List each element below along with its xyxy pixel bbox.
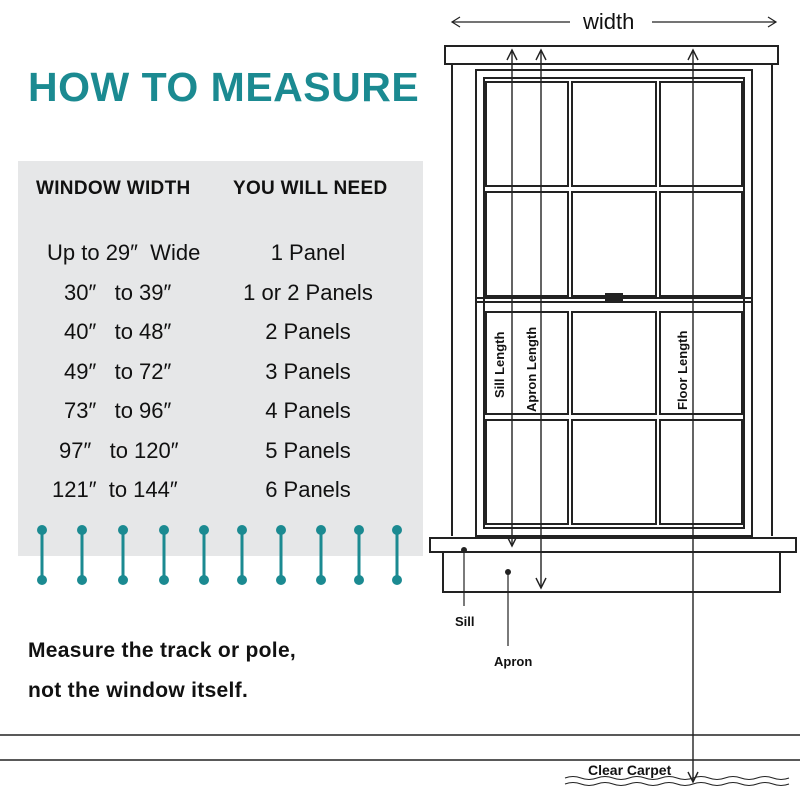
sill-length-label: Sill Length [492,331,507,398]
page-title: HOW TO MEASURE [28,64,420,110]
row-panels-needed: 1 or 2 Panels [243,279,373,305]
header-window-width: WINDOW WIDTH [36,178,191,199]
note-line-1: Measure the track or pole, [28,639,297,662]
row-panels-needed: 2 Panels [265,319,351,344]
hook-icon [316,525,326,585]
row-panels-needed: 4 Panels [265,398,351,423]
apron-label: Apron [494,654,533,669]
row-panels-needed: 6 Panels [265,477,351,502]
hook-icon [237,525,247,585]
hook-icon [37,525,47,585]
sill-label: Sill [455,614,475,629]
row-width-range: 49″ to 72″ [64,358,172,384]
apron-length-label: Apron Length [524,326,539,412]
clear-carpet-label: Clear Carpet [588,762,672,778]
sill-pointer [461,547,467,606]
row-panels-needed: 5 Panels [265,437,351,463]
row-width-range: 30″ to 39″ [64,279,172,305]
floor-lines [0,735,800,760]
hook-icon [276,525,286,585]
row-width-range: 121″ to 144″ [52,477,178,502]
window-frame [430,46,796,592]
width-label: width [583,9,635,34]
header-you-will-need: YOU WILL NEED [233,178,388,199]
curtain-hooks [37,525,402,585]
floor-length-label: Floor Length [675,330,690,410]
hook-icon [392,525,402,585]
note-line-2: not the window itself. [28,679,249,702]
row-panels-needed: 1 Panel [270,240,346,265]
hook-icon [77,525,87,585]
length-arrows [507,50,698,782]
row-width-range: 40″ to 48″ [64,319,172,344]
row-panels-needed: 3 Panels [265,358,351,384]
hook-icon [199,525,209,585]
hook-icon [354,525,364,585]
row-width-range: Up to 29″ Wide [47,240,201,265]
apron-pointer [505,569,511,646]
hook-icon [118,525,128,585]
row-width-range: 97″ to 120″ [59,437,179,463]
row-width-range: 73″ to 96″ [64,398,172,423]
hook-icon [159,525,169,585]
